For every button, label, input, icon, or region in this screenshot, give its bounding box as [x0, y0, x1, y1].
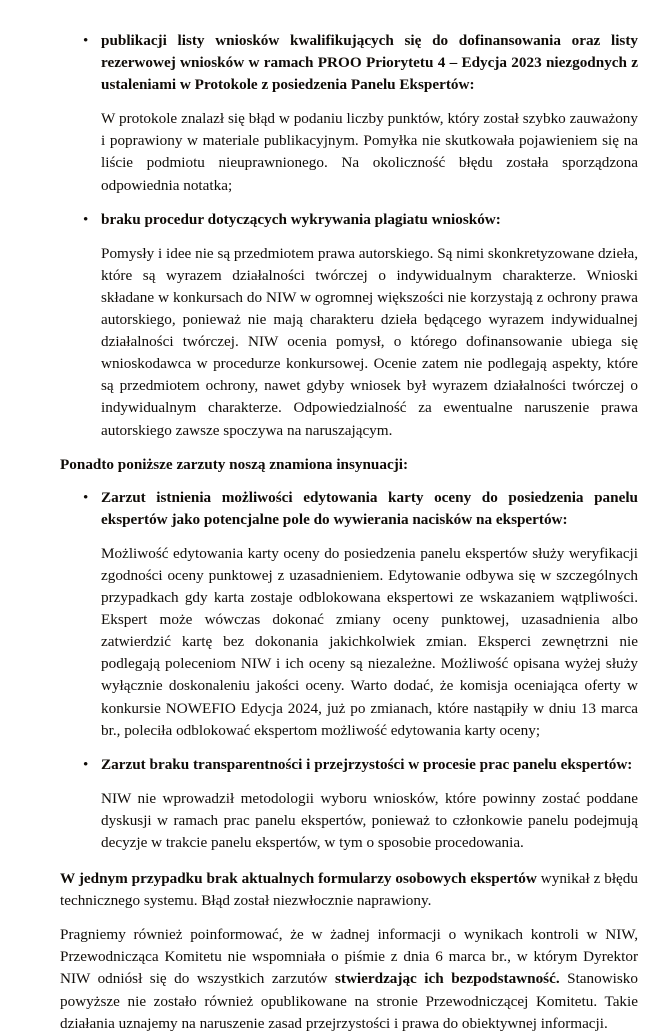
body-paragraph: Pomysły i idee nie są przedmiotem prawa autorskiego. Są nimi skonkretyzowane dzieła, które są wyrazem działalności twórczej o indywidualnym charakterze. Wnioski składane w konkursach do NIW w ogromnej większości nie korzystają z ochrony prawa autorskiego, ponieważ nie mają charakteru dzieła będącego wyrazem indywidualnej działalności twórczej. NIW ocenia pomysł, o którego dofinansowanie ubiega się wnioskodawca w procedurze konkursowej. Ocenie zatem nie podlegają aspekty, które są przedmiotem ochrony, nawet gdyby wniosek był wyrazem działalności twórczej o indywidualnym charakterze. Odpowiedzialność za ewentualne naruszenie prawa autorskiego zawsze spoczywa na naruszającym. [101, 244, 638, 439]
body-paragraph: W protokole znalazł się błąd w podaniu liczby punktów, który został szybko zauważony i poprawiony w materiale publikacyjnym. Pomyłka nie skutkowała pojawieniem się na liście podmiotu nieuprawnionego. Na okoliczność błędu została sporządzona odpowiednia notatka; [101, 110, 638, 194]
spacer [60, 476, 638, 487]
bullet-icon: • [83, 210, 89, 228]
closing-paragraph [60, 868, 638, 912]
spacer [60, 197, 638, 209]
bullet-icon: • [83, 755, 89, 773]
spacer [60, 531, 638, 543]
spacer [60, 231, 638, 243]
list-item [83, 487, 638, 531]
spacer [60, 912, 638, 924]
text-run: Pragniemy również poinformować, że w żadnej informacji o wynikach kontroli w NIW, Przewodnicząca Komitetu nie wspomniała o piśmie z dnia 6 marca br., w którym Dyrektor NIW odniósł się do wszystkich zarzutów [60, 926, 638, 988]
spacer [60, 742, 638, 754]
bullet-icon: • [83, 488, 89, 506]
spacer [60, 854, 638, 868]
document-body [60, 30, 638, 1035]
list-item-text: Zarzut istnienia możliwości edytowania karty oceny do posiedzenia panelu ekspertów jako potencjalne pole do wywierania nacisków na ekspertów: [101, 488, 638, 528]
emphasis-run: stwierdzając ich bezpodstawność. [334, 970, 560, 988]
spacer [60, 442, 638, 454]
closing-paragraph [60, 924, 638, 1034]
spacer [60, 776, 638, 788]
text-run: wynikał z błędu technicznego systemu. Błąd został niezwłocznie naprawiony. [60, 870, 638, 910]
spacer [60, 96, 638, 108]
bullet-icon: • [83, 32, 89, 49]
list-item [83, 754, 638, 776]
emphasis-run: W jednym przypadku brak aktualnych formularzy osobowych ekspertów [60, 870, 537, 888]
text-run: Stanowisko powyższe nie zostało również opublikowane na stronie Przewodniczącej Komitetu. Takie działania uznajemy na naruszenie zasad przejrzystości i prawa do obiektywnej informacji. [60, 970, 638, 1032]
body-paragraph: NIW nie wprowadził metodologii wyboru wniosków, które powinny zostać poddane dyskusji w ramach prac panelu ekspertów, ponieważ to członkowie panelu podejmują decyzje w trakcie panelu ekspertów, w tym o sposobie procedowania. [101, 789, 638, 851]
list-item [83, 209, 638, 231]
section-lead-in: Ponadto poniższe zarzuty noszą znamiona insynuacji: [60, 455, 409, 473]
list-item-text: Zarzut braku transparentności i przejrzystości w procesie prac panelu ekspertów: [101, 755, 633, 773]
body-paragraph: Możliwość edytowania karty oceny do posiedzenia panelu ekspertów służy weryfikacji zgodności oceny punktowej z uzasadnieniem. Edytowanie odbywa się w szczególnych przypadkach gdy karta zostaje odblokowana ekspertowi ze wskazaniem wątpliwości. Ekspert może wówczas dokonać zmiany oceny punktowej, uzasadnienia albo zatwierdzić kartę bez dokonania jakichkolwiek zmian. Eksperci zewnętrzni nie podlegają poleceniom NIW i ich oceny są niezależne. Możliwość opisana wyżej służy wyłącznie doskonaleniu jakości oceny. Warto dodać, że komisja oceniająca oferty w konkursie NOWEFIO Edycja 2024, już po zmianach, które nastąpiły w dniu 13 marca br., poleciła odblokować ekspertom możliwość edytowania karty oceny; [101, 544, 638, 739]
list-item-text: braku procedur dotyczących wykrywania plagiatu wniosków: [101, 210, 501, 228]
list-item-text: publikacji listy wniosków kwalifikujących się do dofinansowania oraz listy rezerwowej wniosków w ramach PROO Priorytetu 4 – Edycja 2023 niezgodnych z ustaleniami w Protokole z posiedzenia Panelu Ekspertów: [101, 32, 638, 94]
list-item [83, 30, 638, 96]
